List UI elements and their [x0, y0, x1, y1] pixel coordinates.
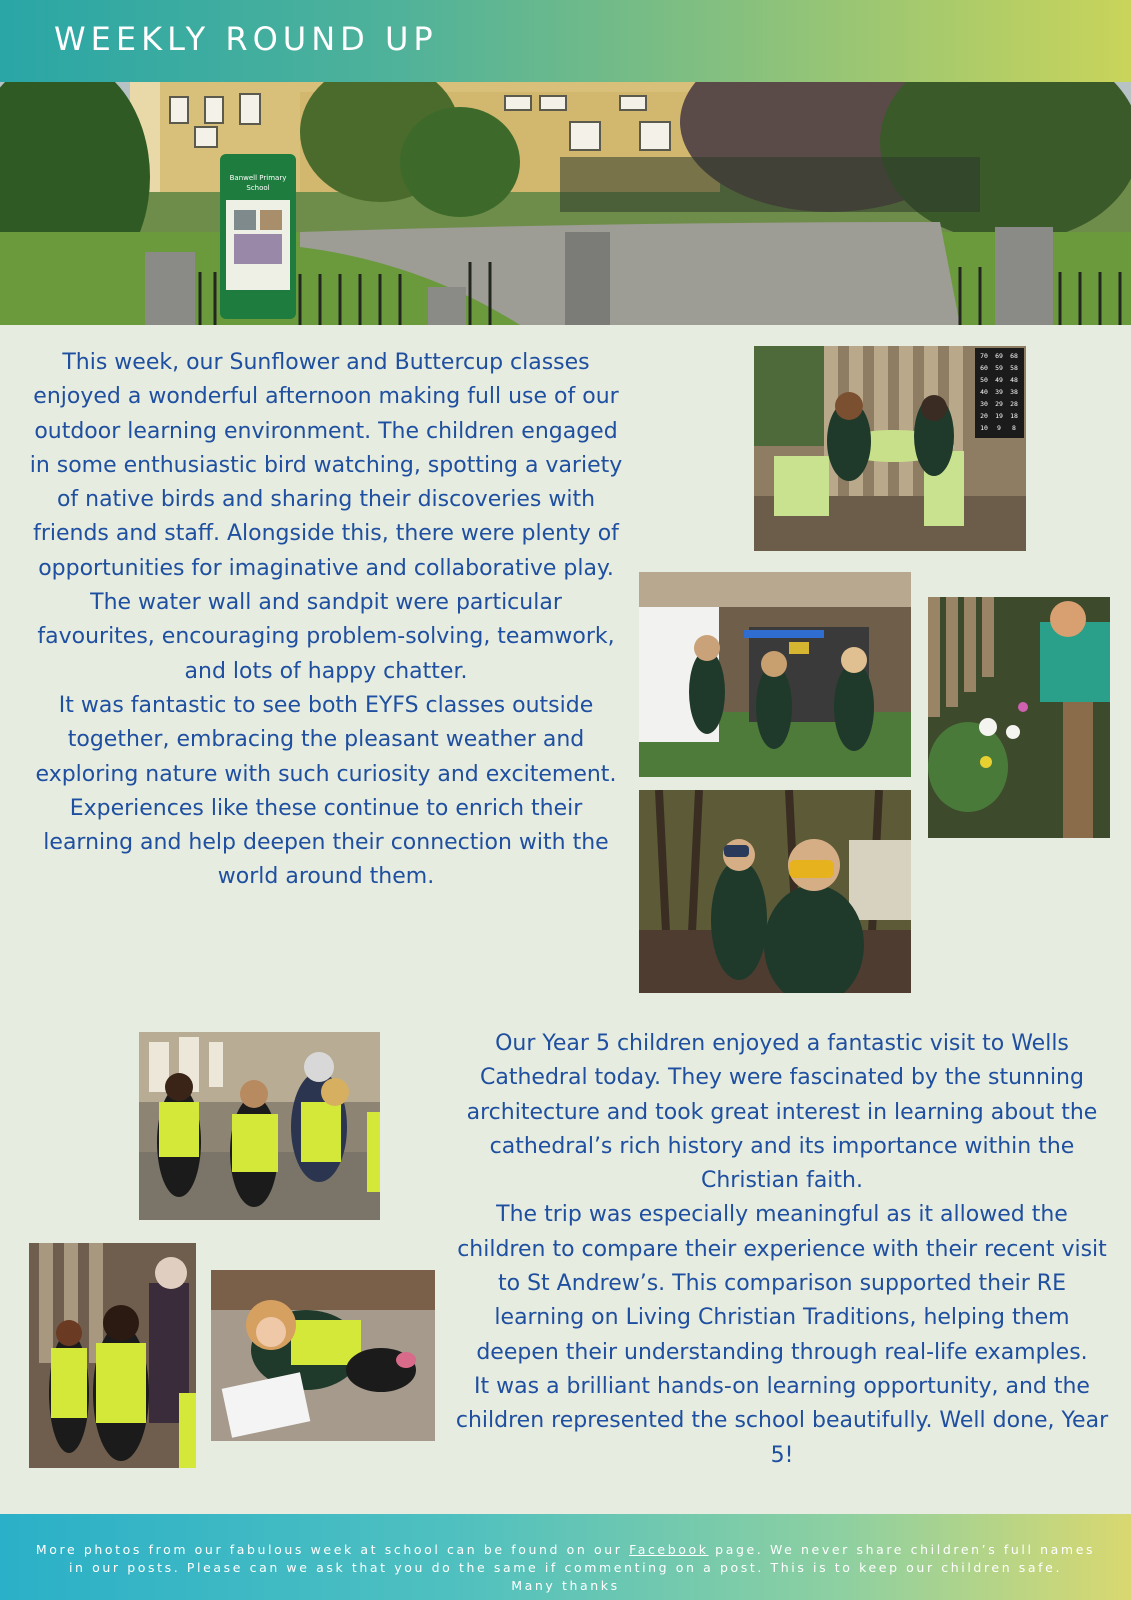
- footer-line-2: in our posts. Please can we ask that you do the same if commenting on a post. This is to keep our children safe.: [68, 1560, 1063, 1575]
- planting-flowers-photo: [928, 597, 1110, 838]
- chart-cell: 30: [980, 400, 988, 408]
- year5-article-text: [452, 1027, 1112, 1473]
- chart-cell: 29: [995, 400, 1003, 408]
- year5-paragraph-3: It was a brilliant hands-on learning opportunity, and the children represented the school beautifully. Well done, Year 5!: [455, 1373, 1109, 1468]
- water-wall-photo: [639, 572, 911, 777]
- chart-cell: 70: [980, 352, 988, 360]
- chart-cell: 48: [1010, 376, 1018, 384]
- children-at-table-photo: [754, 346, 1026, 551]
- chart-cell: 68: [1010, 352, 1018, 360]
- eyfs-paragraph-2: It was fantastic to see both EYFS classes outside together, embracing the pleasant weather and exploring nature with such curiosity and excitement. Experiences like these continue to enrich their learning and help deepen their connection with the world around them.: [35, 692, 617, 890]
- footer-line-1: [0, 1541, 1131, 1559]
- chart-cell: 60: [980, 364, 988, 372]
- cathedral-guide-photo: [29, 1243, 196, 1468]
- chart-cell: 69: [995, 352, 1003, 360]
- bird-watching-photo: [639, 790, 911, 993]
- school-sign-line2: School: [246, 184, 270, 192]
- chart-cell: 40: [980, 388, 988, 396]
- chart-cell: 58: [1010, 364, 1018, 372]
- child-drawing-photo: [211, 1270, 435, 1441]
- cathedral-group-photo: [139, 1032, 380, 1220]
- chart-cell: 39: [995, 388, 1003, 396]
- chart-cell: 10: [980, 424, 988, 432]
- footer-text-before-link: More photos from our fabulous week at school can be found on our: [35, 1542, 630, 1557]
- facebook-link[interactable]: Facebook: [629, 1542, 709, 1557]
- footer-text-after-link: page. We never share children’s full names: [708, 1542, 1096, 1557]
- chart-cell: 19: [995, 412, 1003, 420]
- eyfs-paragraph-1: This week, our Sunflower and Buttercup classes enjoyed a wonderful afternoon making full use of our outdoor learning environment. The children engaged in some enthusiastic bird watching, spotting a variety of native birds and sharing their discoveries with friends and staff. Alongside this, there were plenty of opportunities for imaginative and collaborative play. The water wall and sandpit were particular favourites, encouraging problem-solving, teamwork, and lots of happy chatter.: [29, 350, 623, 684]
- chart-cell: 28: [1010, 400, 1018, 408]
- chart-cell: 9: [997, 424, 1001, 432]
- chart-cell: 50: [980, 376, 988, 384]
- year5-paragraph-1: Our Year 5 children enjoyed a fantastic visit to Wells Cathedral today. They were fascinated by the stunning architecture and took great interest in learning about the cathedral’s rich history and its importance within the Christian faith.: [466, 1031, 1098, 1194]
- school-sign-line1: Banwell Primary: [229, 174, 287, 182]
- chart-cell: 8: [1012, 424, 1016, 432]
- eyfs-article-text: [28, 346, 624, 895]
- footer-line-3: Many thanks: [511, 1578, 620, 1593]
- year5-paragraph-2: The trip was especially meaningful as it allowed the children to compare their experience with their recent visit to St Andrew’s. This comparison supported their RE learning on Living Christian Traditions, helping them deepen their understanding through real-life examples.: [457, 1202, 1107, 1365]
- page-title: WEEKLY ROUND UP: [54, 20, 438, 58]
- chart-cell: 20: [980, 412, 988, 420]
- footer-note: [0, 1541, 1131, 1595]
- chart-cell: 18: [1010, 412, 1018, 420]
- chart-cell: 59: [995, 364, 1003, 372]
- chart-cell: 49: [995, 376, 1003, 384]
- chart-cell: 38: [1010, 388, 1018, 396]
- school-building-photo: [0, 82, 1131, 325]
